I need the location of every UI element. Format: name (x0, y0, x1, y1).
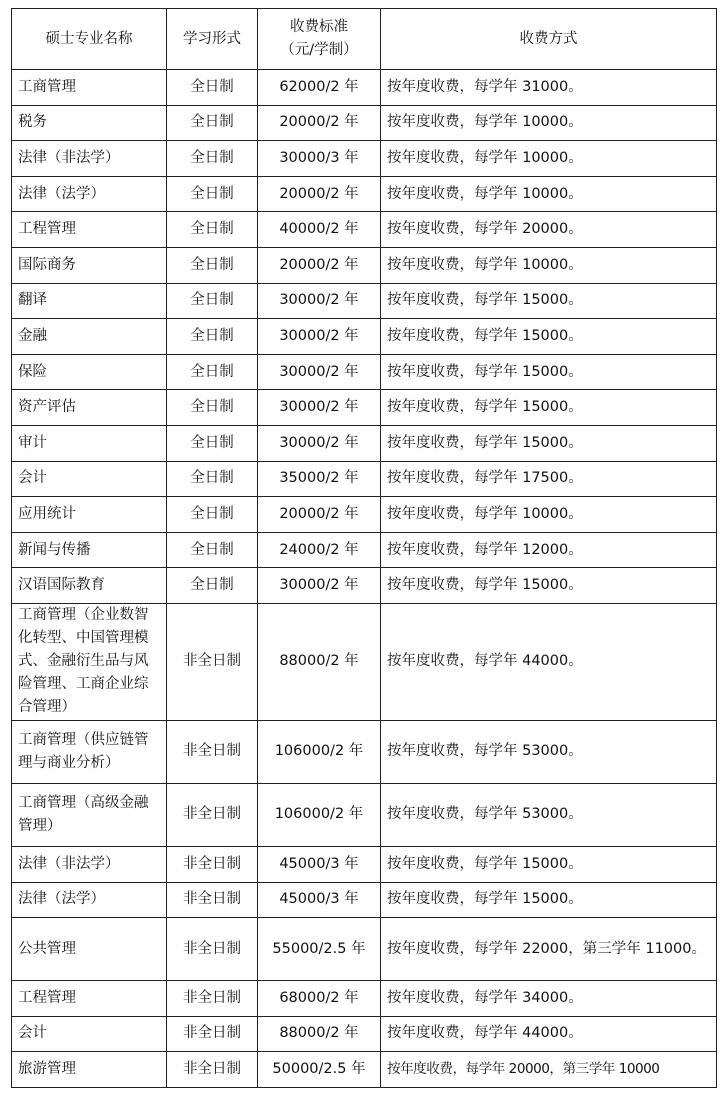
cell-fee: 40000/2 年 (258, 212, 381, 248)
cell-major: 法律（非法学） (12, 846, 167, 882)
cell-method: 按年度收费，每学年 44000。 (381, 1016, 717, 1052)
table-row (12, 603, 717, 720)
cell-form: 非全日制 (167, 1016, 258, 1052)
table-row (12, 1052, 717, 1088)
cell-fee: 20000/2 年 (258, 497, 381, 533)
cell-major: 工商管理（企业数智化转型、中国管理模式、金融衍生品与风险管理、工商企业综合管理） (12, 603, 167, 720)
cell-major: 法律（非法学） (12, 141, 167, 177)
table-row (12, 247, 717, 283)
cell-major: 会计 (12, 1016, 167, 1052)
cell-form: 非全日制 (167, 603, 258, 720)
cell-form: 全日制 (167, 70, 258, 106)
table-header-row (12, 9, 717, 70)
cell-fee: 30000/2 年 (258, 283, 381, 319)
header-fee (258, 9, 381, 70)
table-row (12, 212, 717, 248)
cell-method: 按年度收费，每学年 10000。 (381, 247, 717, 283)
cell-method: 按年度收费，每学年 44000。 (381, 603, 717, 720)
cell-method: 按年度收费，每学年 10000。 (381, 497, 717, 533)
cell-method: 按年度收费，每学年 34000。 (381, 981, 717, 1017)
table-row (12, 70, 717, 106)
cell-method: 按年度收费，每学年 10000。 (381, 105, 717, 141)
cell-fee: 35000/2 年 (258, 461, 381, 497)
cell-fee: 30000/2 年 (258, 354, 381, 390)
table-row (12, 568, 717, 604)
cell-fee: 106000/2 年 (258, 720, 381, 783)
cell-method: 按年度收费，每学年 10000。 (381, 176, 717, 212)
cell-fee: 24000/2 年 (258, 532, 381, 568)
cell-major: 资产评估 (12, 390, 167, 426)
cell-major: 工程管理 (12, 981, 167, 1017)
cell-form: 非全日制 (167, 981, 258, 1017)
cell-fee: 20000/2 年 (258, 247, 381, 283)
cell-form: 全日制 (167, 247, 258, 283)
cell-major: 工商管理（高级金融管理） (12, 783, 167, 846)
cell-form: 全日制 (167, 425, 258, 461)
cell-form: 非全日制 (167, 720, 258, 783)
cell-form: 全日制 (167, 105, 258, 141)
table-row (12, 497, 717, 533)
tuition-table (11, 8, 717, 1088)
table-row (12, 461, 717, 497)
table-row (12, 354, 717, 390)
cell-method: 按年度收费，每学年 20000，第三学年 10000 (381, 1052, 717, 1088)
cell-major: 旅游管理 (12, 1052, 167, 1088)
cell-method: 按年度收费，每学年 15000。 (381, 425, 717, 461)
cell-method: 按年度收费，每学年 53000。 (381, 720, 717, 783)
cell-method: 按年度收费，每学年 53000。 (381, 783, 717, 846)
cell-method: 按年度收费，每学年 31000。 (381, 70, 717, 106)
table-row (12, 390, 717, 426)
cell-major: 金融 (12, 319, 167, 355)
cell-form: 全日制 (167, 354, 258, 390)
cell-major: 国际商务 (12, 247, 167, 283)
cell-fee: 30000/2 年 (258, 425, 381, 461)
table-row (12, 1016, 717, 1052)
table-row (12, 176, 717, 212)
cell-form: 全日制 (167, 461, 258, 497)
table-row (12, 532, 717, 568)
table-row (12, 141, 717, 177)
cell-form: 全日制 (167, 390, 258, 426)
cell-method: 按年度收费，每学年 15000。 (381, 354, 717, 390)
cell-major: 应用统计 (12, 497, 167, 533)
cell-fee: 45000/3 年 (258, 882, 381, 918)
cell-major: 工商管理（供应链管理与商业分析） (12, 720, 167, 783)
cell-form: 全日制 (167, 319, 258, 355)
cell-fee: 30000/3 年 (258, 141, 381, 177)
table-row (12, 720, 717, 783)
cell-major: 审计 (12, 425, 167, 461)
cell-major: 汉语国际教育 (12, 568, 167, 604)
cell-major: 税务 (12, 105, 167, 141)
header-fee-line2: （元/学制） (280, 42, 358, 58)
cell-fee: 106000/2 年 (258, 783, 381, 846)
cell-form: 全日制 (167, 141, 258, 177)
cell-form: 非全日制 (167, 882, 258, 918)
cell-form: 非全日制 (167, 846, 258, 882)
cell-method: 按年度收费，每学年 15000。 (381, 319, 717, 355)
table-row (12, 283, 717, 319)
table-row (12, 425, 717, 461)
cell-form: 非全日制 (167, 1052, 258, 1088)
cell-major: 工程管理 (12, 212, 167, 248)
cell-major: 法律（法学） (12, 882, 167, 918)
cell-major: 工商管理 (12, 70, 167, 106)
cell-fee: 30000/2 年 (258, 319, 381, 355)
cell-method: 按年度收费，每学年 17500。 (381, 461, 717, 497)
table-row (12, 783, 717, 846)
cell-form: 全日制 (167, 283, 258, 319)
cell-form: 全日制 (167, 176, 258, 212)
cell-major: 会计 (12, 461, 167, 497)
cell-form: 非全日制 (167, 918, 258, 981)
cell-major: 公共管理 (12, 918, 167, 981)
cell-fee: 30000/2 年 (258, 568, 381, 604)
cell-method: 按年度收费，每学年 10000。 (381, 141, 717, 177)
cell-major: 新闻与传播 (12, 532, 167, 568)
cell-fee: 55000/2.5 年 (258, 918, 381, 981)
cell-form: 非全日制 (167, 783, 258, 846)
cell-fee: 30000/2 年 (258, 390, 381, 426)
cell-fee: 62000/2 年 (258, 70, 381, 106)
table-row (12, 918, 717, 981)
cell-fee: 50000/2.5 年 (258, 1052, 381, 1088)
table-row (12, 846, 717, 882)
header-form: 学习形式 (167, 9, 258, 70)
cell-method: 按年度收费，每学年 15000。 (381, 568, 717, 604)
cell-method: 按年度收费，每学年 15000。 (381, 283, 717, 319)
cell-form: 全日制 (167, 568, 258, 604)
cell-method: 按年度收费，每学年 20000。 (381, 212, 717, 248)
cell-method: 按年度收费，每学年 15000。 (381, 882, 717, 918)
header-major: 硕士专业名称 (12, 9, 167, 70)
cell-method: 按年度收费，每学年 15000。 (381, 390, 717, 426)
table-row (12, 105, 717, 141)
table-row (12, 319, 717, 355)
cell-fee: 88000/2 年 (258, 603, 381, 720)
table-row (12, 981, 717, 1017)
cell-form: 全日制 (167, 497, 258, 533)
cell-form: 全日制 (167, 212, 258, 248)
cell-fee: 20000/2 年 (258, 176, 381, 212)
cell-method: 按年度收费，每学年 12000。 (381, 532, 717, 568)
cell-method: 按年度收费，每学年 22000，第三学年 11000。 (381, 918, 717, 981)
cell-form: 全日制 (167, 532, 258, 568)
cell-major: 翻译 (12, 283, 167, 319)
cell-major: 法律（法学） (12, 176, 167, 212)
cell-fee: 45000/3 年 (258, 846, 381, 882)
cell-fee: 20000/2 年 (258, 105, 381, 141)
cell-major: 保险 (12, 354, 167, 390)
cell-fee: 68000/2 年 (258, 981, 381, 1017)
header-method: 收费方式 (381, 9, 717, 70)
header-fee-line1: 收费标准 (290, 19, 348, 35)
table-row (12, 882, 717, 918)
cell-method: 按年度收费，每学年 15000。 (381, 846, 717, 882)
cell-fee: 88000/2 年 (258, 1016, 381, 1052)
